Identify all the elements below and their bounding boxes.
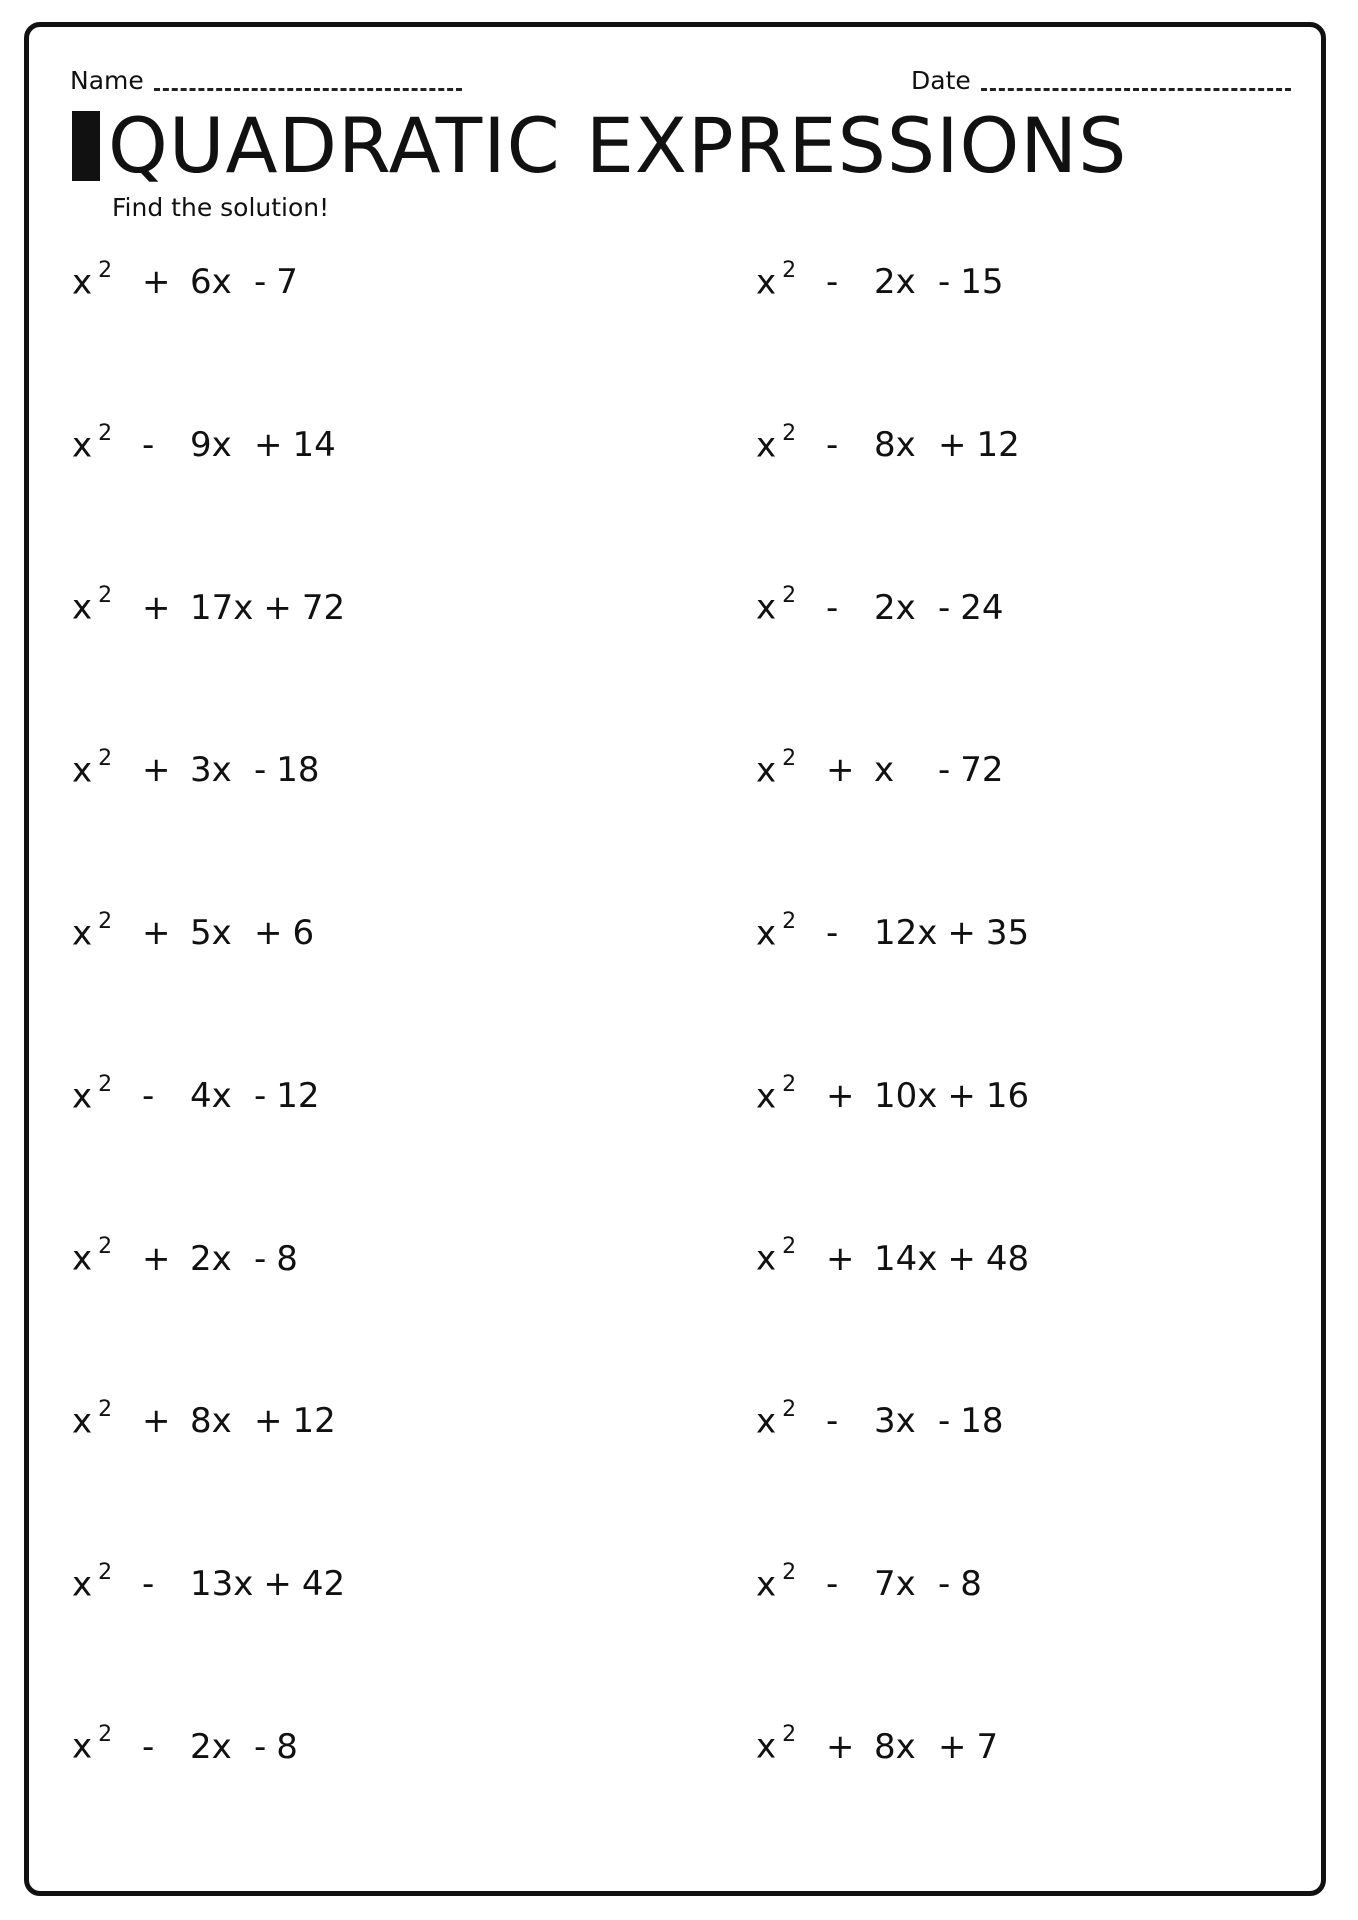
operator-2: + [938, 425, 967, 466]
constant-term: 42 [301, 1563, 346, 1604]
operator-1: + [142, 587, 171, 628]
constant-term: 48 [985, 1238, 1030, 1279]
exponent: 2 [98, 1396, 113, 1422]
problem-right-9 [756, 1559, 982, 1604]
exponent: 2 [782, 1559, 797, 1585]
operator-2: - [254, 262, 267, 303]
x-squared [72, 746, 142, 791]
constant-term: 12 [976, 425, 1020, 466]
operator-2: + [947, 913, 976, 954]
problem-left-7 [72, 1234, 298, 1279]
operator-2: + [254, 913, 283, 954]
problem-right-6 [756, 1071, 1030, 1116]
problem-right-8 [756, 1396, 1004, 1442]
operator-2: - [938, 750, 951, 791]
operator-1: - [826, 913, 839, 954]
exponent: 2 [98, 583, 113, 609]
problem-left-3 [72, 583, 346, 628]
linear-term: 3x [874, 1401, 916, 1442]
x-squared [72, 583, 142, 628]
base-variable: x [72, 1075, 93, 1116]
page-title: QUADRATIC EXPRESSIONS [108, 101, 1128, 190]
exponent: 2 [782, 908, 797, 934]
exponent: 2 [98, 1234, 113, 1260]
operator-2: + [263, 1563, 292, 1604]
operator-2: - [938, 587, 951, 628]
constant-term: 72 [960, 750, 1004, 791]
base-variable: x [756, 750, 777, 791]
title-accent-bar [72, 111, 100, 181]
problem-right-1 [756, 258, 1004, 303]
operator-2: - [254, 1726, 267, 1767]
linear-term: 17x [190, 587, 254, 628]
x-squared [756, 258, 826, 303]
x-squared [756, 746, 826, 791]
base-variable: x [72, 425, 93, 466]
operator-2: + [254, 425, 283, 466]
linear-term: x [874, 750, 895, 791]
operator-1: - [826, 425, 839, 466]
operator-2: - [938, 1563, 951, 1604]
operator-1: + [142, 262, 171, 303]
linear-term: 2x [190, 1238, 232, 1279]
operator-1: - [826, 1563, 839, 1604]
linear-term: 10x [874, 1075, 938, 1116]
operator-2: - [938, 1401, 951, 1442]
constant-term: 35 [985, 913, 1030, 954]
exponent: 2 [782, 583, 797, 609]
x-squared [756, 1396, 826, 1442]
operator-1: + [142, 913, 171, 954]
operator-1: - [142, 1563, 155, 1604]
exponent: 2 [98, 420, 113, 446]
x-squared [756, 1071, 826, 1116]
exponent: 2 [98, 908, 113, 934]
linear-term: 2x [874, 262, 916, 303]
operator-1: - [142, 1726, 155, 1767]
linear-term: 3x [190, 750, 232, 791]
operator-1: - [826, 587, 839, 628]
operator-2: + [263, 587, 292, 628]
exponent: 2 [782, 1234, 797, 1260]
base-variable: x [72, 1401, 93, 1442]
operator-1: + [142, 1238, 171, 1279]
operator-1: + [826, 1238, 855, 1279]
x-squared [72, 420, 142, 466]
exponent: 2 [98, 746, 113, 772]
operator-1: - [826, 262, 839, 303]
linear-term: 7x [874, 1563, 916, 1604]
instructions: Find the solution! [112, 193, 330, 222]
problem-right-2 [756, 420, 1020, 466]
operator-1: + [826, 1726, 855, 1767]
linear-term: 6x [190, 262, 232, 303]
x-squared [72, 1234, 142, 1279]
linear-term: 8x [874, 425, 916, 466]
base-variable: x [756, 1401, 777, 1442]
base-variable: x [72, 1563, 93, 1604]
x-squared [72, 1722, 142, 1767]
base-variable: x [756, 1726, 777, 1767]
operator-1: - [142, 1075, 155, 1116]
base-variable: x [756, 425, 777, 466]
base-variable: x [756, 1075, 777, 1116]
constant-term: 24 [960, 587, 1004, 628]
exponent: 2 [782, 1396, 797, 1422]
operator-2: - [254, 1238, 267, 1279]
base-variable: x [72, 587, 93, 628]
problem-left-9 [72, 1559, 346, 1604]
base-variable: x [72, 1726, 93, 1767]
base-variable: x [756, 587, 777, 628]
base-variable: x [756, 262, 777, 303]
constant-term: 14 [292, 425, 336, 466]
linear-term: 13x [190, 1563, 254, 1604]
x-squared [756, 583, 826, 628]
problem-left-10 [72, 1722, 298, 1767]
linear-term: 14x [874, 1238, 938, 1279]
constant-term: 8 [960, 1563, 982, 1604]
linear-term: 4x [190, 1075, 232, 1116]
base-variable: x [756, 1238, 777, 1279]
date-blank-line[interactable] [981, 88, 1291, 91]
linear-term: 2x [874, 587, 916, 628]
x-squared [756, 1722, 826, 1767]
problem-right-7 [756, 1234, 1030, 1279]
exponent: 2 [782, 1071, 797, 1097]
linear-term: 2x [190, 1726, 232, 1767]
constant-term: 18 [276, 750, 320, 791]
operator-1: + [826, 750, 855, 791]
x-squared [756, 420, 826, 466]
name-field[interactable] [70, 66, 462, 95]
operator-2: + [947, 1075, 976, 1116]
x-squared [72, 1559, 142, 1604]
constant-term: 8 [276, 1726, 298, 1767]
operator-1: + [142, 1401, 171, 1442]
x-squared [72, 1396, 142, 1442]
operator-2: + [947, 1238, 976, 1279]
linear-term: 8x [874, 1726, 916, 1767]
x-squared [756, 908, 826, 954]
linear-term: 8x [190, 1401, 232, 1442]
constant-term: 7 [976, 1726, 999, 1767]
problem-right-3 [756, 583, 1004, 628]
constant-term: 18 [960, 1401, 1004, 1442]
constant-term: 15 [960, 262, 1004, 303]
title-block [72, 101, 1128, 190]
name-blank-line[interactable] [154, 88, 462, 91]
base-variable: x [72, 262, 93, 303]
operator-2: + [938, 1726, 967, 1767]
operator-1: + [142, 750, 171, 791]
problem-right-10 [756, 1722, 999, 1767]
exponent: 2 [782, 1722, 797, 1748]
constant-term: 6 [292, 913, 315, 954]
problem-left-6 [72, 1071, 320, 1116]
constant-term: 16 [985, 1075, 1030, 1116]
exponent: 2 [782, 746, 797, 772]
operator-1: + [826, 1075, 855, 1116]
base-variable: x [72, 1238, 93, 1279]
base-variable: x [72, 913, 93, 954]
operator-2: - [938, 262, 951, 303]
constant-term: 7 [276, 262, 298, 303]
date-field[interactable] [911, 66, 1291, 95]
base-variable: x [72, 750, 93, 791]
problem-right-4 [756, 746, 1004, 791]
operator-1: - [142, 425, 155, 466]
problem-left-2 [72, 420, 336, 466]
operator-1: - [826, 1401, 839, 1442]
exponent: 2 [98, 1559, 113, 1585]
exponent: 2 [782, 258, 797, 283]
problem-left-8 [72, 1396, 336, 1442]
base-variable: x [756, 913, 777, 954]
x-squared [72, 908, 142, 954]
linear-term: 9x [190, 425, 232, 466]
constant-term: 72 [301, 587, 346, 628]
name-label: Name [70, 66, 144, 95]
exponent: 2 [98, 1722, 113, 1748]
problem-left-5 [72, 908, 315, 954]
date-label: Date [911, 66, 971, 95]
constant-term: 12 [292, 1401, 336, 1442]
x-squared [72, 258, 142, 303]
exponent: 2 [98, 258, 113, 283]
base-variable: x [756, 1563, 777, 1604]
operator-2: + [254, 1401, 283, 1442]
exponent: 2 [782, 420, 797, 446]
constant-term: 8 [276, 1238, 298, 1279]
linear-term: 12x [874, 913, 938, 954]
exponent: 2 [98, 1071, 113, 1097]
problem-right-5 [756, 908, 1030, 954]
x-squared [756, 1234, 826, 1279]
worksheet-border [24, 22, 1326, 1896]
constant-term: 12 [276, 1075, 320, 1116]
linear-term: 5x [190, 913, 232, 954]
problem-left-1 [72, 258, 298, 303]
operator-2: - [254, 750, 267, 791]
x-squared [756, 1559, 826, 1604]
problem-left-4 [72, 746, 320, 791]
operator-2: - [254, 1075, 267, 1116]
x-squared [72, 1071, 142, 1116]
